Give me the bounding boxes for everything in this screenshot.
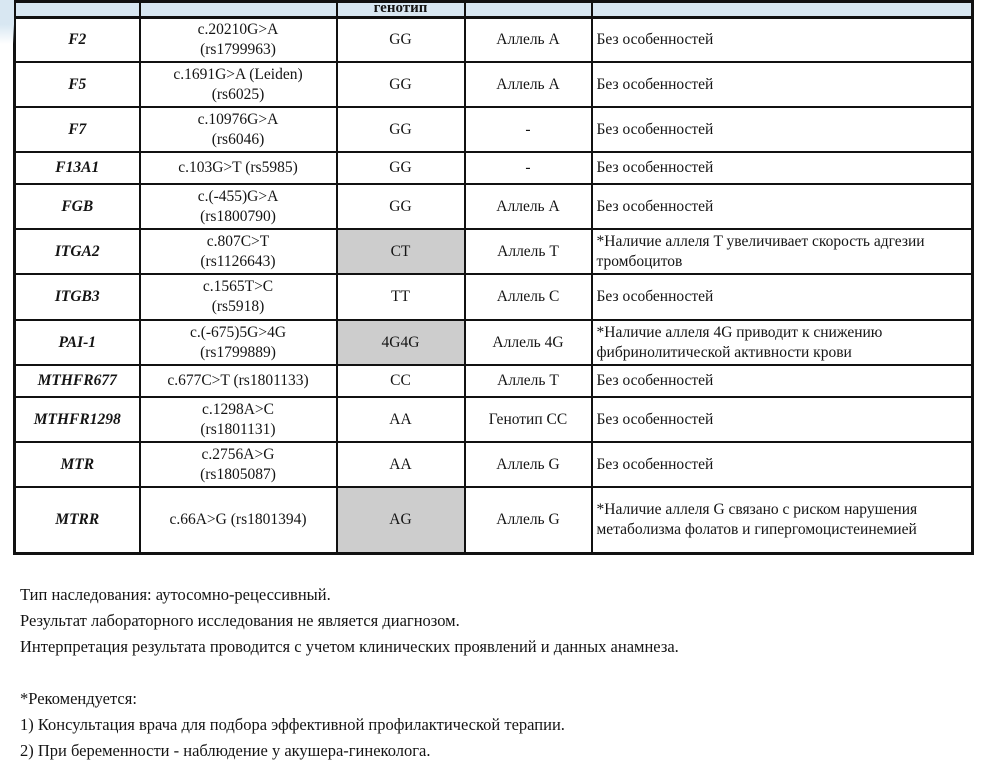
- gene-name: PAI-1: [15, 320, 140, 365]
- comment: Без особенностей: [592, 365, 973, 397]
- variant-cell: [140, 229, 337, 274]
- genotype-value-highlighted: AG: [337, 487, 465, 553]
- comment: *Наличие аллеля 4G приводит к снижению фибринолитической активности крови: [592, 320, 973, 365]
- risk-allele: -: [465, 107, 592, 152]
- comment: *Наличие аллеля T увеличивает скорость адгезии тромбоцитов: [592, 229, 973, 274]
- variant-line2: (rs1799889): [200, 343, 276, 361]
- comment: Без особенностей: [592, 62, 973, 107]
- risk-allele: Аллель T: [465, 365, 592, 397]
- recommendation-item-2: 2) При беременности - наблюдение у акушера-гинеколога.: [20, 740, 431, 760]
- table-row: [15, 107, 973, 152]
- table-row: [15, 184, 973, 229]
- genotype-value: AA: [337, 442, 465, 487]
- table-header-row: [15, 2, 973, 18]
- table-row: [15, 229, 973, 274]
- risk-allele: Аллель A: [465, 62, 592, 107]
- variant-line1: c.103G>T (rs5985): [178, 159, 298, 176]
- variant-line2: (rs1799963): [200, 41, 276, 58]
- variant-line2: (rs1800790): [200, 207, 276, 225]
- table-row: [15, 442, 973, 487]
- recommendations-block: [20, 686, 986, 764]
- risk-allele: Аллель 4G: [465, 320, 592, 365]
- comment: Без особенностей: [592, 274, 973, 320]
- variant-cell: [140, 442, 337, 487]
- variant-cell: [140, 320, 337, 365]
- recommendation-item-1: 1) Консультация врача для подбора эффективной профилактической терапии.: [20, 714, 565, 734]
- gene-name: FGB: [15, 184, 140, 229]
- genotype-value: TT: [337, 274, 465, 320]
- variant-line1: c.1298A>C: [201, 400, 275, 418]
- genotype-value: CC: [337, 365, 465, 397]
- comment: Без особенностей: [592, 107, 973, 152]
- variant-line1: c.2756A>G: [201, 445, 275, 463]
- variant-line1: c.20210G>A: [197, 21, 279, 38]
- comment: *Наличие аллеля G связано с риском нарушения метаболизма фолатов и гипергомоцистеинемией: [592, 487, 973, 553]
- variant-line1: c.10976G>A: [197, 110, 279, 128]
- variant-line1: c.1565T>C: [202, 278, 274, 295]
- table-row: [15, 152, 973, 184]
- table-row: [15, 397, 973, 442]
- genotype-value: GG: [337, 107, 465, 152]
- gene-name: MTHFR1298: [15, 397, 140, 442]
- header-allele-cell: [465, 2, 592, 18]
- variant-cell: [140, 397, 337, 442]
- risk-allele: Аллель G: [465, 487, 592, 553]
- variant-line2: (rs5918): [211, 298, 265, 315]
- table-row: [15, 365, 973, 397]
- variant-cell: [140, 487, 337, 553]
- genotype-value: GG: [337, 18, 465, 63]
- risk-allele: Аллель T: [465, 229, 592, 274]
- inheritance-type-note: Тип наследования: аутосомно-рецессивный.: [20, 584, 331, 604]
- risk-allele: -: [465, 152, 592, 184]
- genotype-value-highlighted: CT: [337, 229, 465, 274]
- genetics-results-table: [13, 0, 974, 555]
- variant-line1: c.66A>G (rs1801394): [169, 510, 307, 528]
- header-variant-cell: [140, 2, 337, 18]
- variant-line1: c.677C>T (rs1801133): [167, 372, 309, 389]
- risk-allele: Аллель A: [465, 184, 592, 229]
- variant-line1: c.(-455)G>A: [197, 187, 279, 205]
- table-row: [15, 487, 973, 553]
- variant-cell: [140, 18, 337, 63]
- variant-line1: c.(-675)5G>4G: [189, 323, 287, 341]
- header-gene-cell: [15, 2, 140, 18]
- comment: Без особенностей: [592, 18, 973, 63]
- variant-line2: (rs1126643): [200, 252, 276, 270]
- variant-line1: c.807C>T: [206, 232, 270, 250]
- variant-line2: (rs1805087): [200, 465, 276, 483]
- gene-name: MTHFR677: [15, 365, 140, 397]
- variant-cell: [140, 365, 337, 397]
- variant-line2: (rs6025): [211, 85, 265, 103]
- variant-cell: [140, 274, 337, 320]
- risk-allele: Генотип CC: [465, 397, 592, 442]
- comment: Без особенностей: [592, 152, 973, 184]
- gene-name: ITGB3: [15, 274, 140, 320]
- table-row: [15, 320, 973, 365]
- header-genotype-label: генотип: [373, 0, 428, 16]
- header-genotype-cell: [337, 2, 465, 18]
- genotype-value-highlighted: 4G4G: [337, 320, 465, 365]
- variant-cell: [140, 152, 337, 184]
- variant-line1: c.1691G>A (Leiden): [173, 65, 303, 83]
- variant-line2: (rs6046): [211, 130, 265, 148]
- gene-name: ITGA2: [15, 229, 140, 274]
- gene-name: MTR: [15, 442, 140, 487]
- gene-name: F5: [15, 62, 140, 107]
- not-diagnosis-note: Результат лабораторного исследования не является диагнозом.: [20, 610, 460, 630]
- recommendations-title: *Рекомендуется:: [20, 688, 137, 708]
- table-row: [15, 62, 973, 107]
- page-margin-blue-patch: [0, 0, 14, 44]
- variant-cell: [140, 62, 337, 107]
- risk-allele: Аллель G: [465, 442, 592, 487]
- gene-name: MTRR: [15, 487, 140, 553]
- comment: Без особенностей: [592, 184, 973, 229]
- variant-cell: [140, 184, 337, 229]
- genotype-value: GG: [337, 184, 465, 229]
- variant-line2: (rs1801131): [200, 420, 276, 438]
- gene-name: F13A1: [15, 152, 140, 184]
- genotype-value: AA: [337, 397, 465, 442]
- comment: Без особенностей: [592, 442, 973, 487]
- table-row: [15, 274, 973, 320]
- risk-allele: Аллель C: [465, 274, 592, 320]
- interpretation-note: Интерпретация результата проводится с учетом клинических проявлений и данных анамнеза.: [20, 636, 679, 656]
- variant-cell: [140, 107, 337, 152]
- comment: Без особенностей: [592, 397, 973, 442]
- gene-name: F7: [15, 107, 140, 152]
- table-row: [15, 18, 973, 63]
- risk-allele: Аллель A: [465, 18, 592, 63]
- header-comment-cell: [592, 2, 973, 18]
- genotype-value: GG: [337, 152, 465, 184]
- genotype-value: GG: [337, 62, 465, 107]
- gene-name: F2: [15, 18, 140, 63]
- notes-block: [20, 582, 986, 660]
